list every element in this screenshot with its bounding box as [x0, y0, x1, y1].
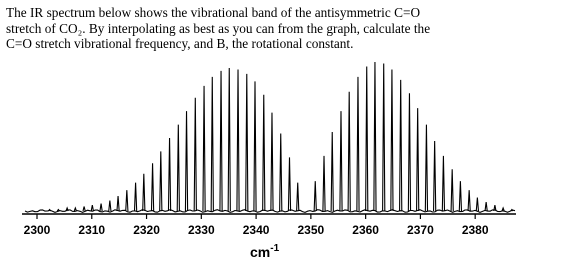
x-tick-label: 2300 [23, 223, 51, 237]
p-branch-line-19 [143, 174, 145, 211]
p-branch-line-26 [83, 207, 85, 211]
r-branch-line-13 [417, 108, 419, 211]
p-branch-line-11 [211, 77, 213, 211]
p-branch-line-18 [151, 163, 153, 211]
r-branch-line-12 [408, 93, 410, 211]
r-branch-line-8 [374, 62, 376, 211]
r-branch-line-17 [451, 169, 453, 211]
r-branch-line-5 [348, 92, 350, 211]
p-branch-line-20 [134, 183, 136, 211]
p-branch-line-13 [194, 98, 196, 211]
p-branch-line-6 [254, 81, 256, 211]
p-branch-line-4 [271, 113, 273, 211]
r-branch-line-4 [340, 111, 342, 211]
p-branch-line-7 [246, 74, 248, 211]
p-branch-line-10 [220, 71, 222, 211]
x-tick-label: 2340 [242, 223, 270, 237]
x-tick-label: 2380 [461, 223, 489, 237]
p-branch-line-2 [288, 157, 290, 211]
p-branch-line-5 [263, 95, 265, 211]
r-branch-line-20 [476, 198, 478, 211]
r-branch-line-15 [434, 141, 436, 211]
p-branch-line-8 [237, 69, 239, 211]
p-branch-line-12 [203, 86, 205, 211]
problem-line-2: stretch of CO₂. By interpolating as best as you can from the graph, calculate the [6, 20, 431, 36]
x-tick-label: 2360 [352, 223, 379, 237]
x-axis-title: $cm^{-1}$ [250, 243, 280, 260]
x-axis-ticks [24, 214, 489, 237]
p-branch-line-9 [228, 68, 230, 211]
spectral-lines [49, 62, 513, 211]
r-branch-line-3 [331, 132, 333, 211]
r-branch-line-2 [323, 156, 325, 211]
p-branch-line-22 [117, 196, 119, 211]
r-branch-line-14 [425, 125, 427, 211]
x-tick-label: 2350 [297, 223, 325, 237]
x-tick-label: 2310 [78, 223, 106, 237]
p-branch-line-17 [160, 151, 162, 211]
p-branch-line-25 [91, 205, 93, 211]
r-branch-line-6 [357, 77, 359, 211]
spectrum-baseline [25, 210, 515, 213]
p-branch-line-23 [109, 201, 111, 211]
x-tick-label: 2320 [133, 223, 160, 237]
problem-line-3: C=O stretch vibrational frequency, and B, the rotational constant. [6, 36, 354, 51]
r-branch-line-21 [485, 202, 487, 211]
r-branch-line-7 [366, 66, 368, 211]
x-tick-label: 2370 [407, 223, 434, 237]
r-branch-line-11 [400, 80, 402, 211]
p-branch-line-21 [126, 190, 128, 211]
p-branch-line-15 [177, 125, 179, 211]
r-branch-line-10 [391, 69, 393, 211]
r-branch-line-16 [442, 156, 444, 211]
r-branch-line-1 [314, 181, 316, 211]
x-tick-label: 2330 [187, 223, 215, 237]
p-branch-line-24 [100, 204, 102, 211]
r-branch-line-19 [468, 190, 470, 211]
p-branch-line-3 [280, 134, 282, 211]
p-branch-line-1 [297, 183, 299, 211]
r-branch-line-18 [459, 181, 461, 211]
p-branch-line-14 [185, 111, 187, 211]
problem-line-1: The IR spectrum below shows the vibrational band of the antisymmetric C=O [6, 5, 421, 20]
r-branch-line-9 [383, 63, 385, 211]
p-branch-line-16 [168, 138, 170, 211]
